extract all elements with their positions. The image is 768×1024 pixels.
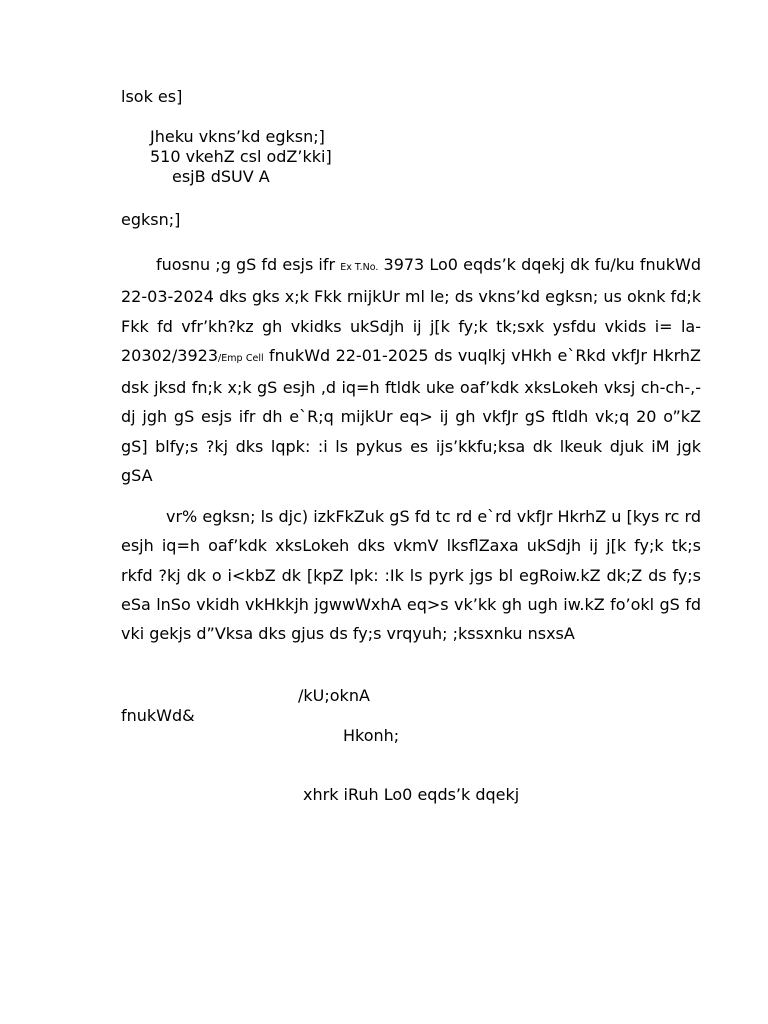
- body-paragraph-2: vr% egksn; ls djc) izkFkZuk gS fd tc rd e`rd vkfJr HkrhZ u [kys rc rd esjh iq=h oaf’kdk xksLokeh dks vkmV lksflZaxa ukSdjh ij j[k fy;k tk;s rkfd ?kj dk o i<kbZ dk [kpZ lpk: :Ik ls pyrk jgs bl egRoiw.kZ dk;Z ds fy;s eSa lnSo vkidh vkHkkjh jgwwWxhA eq>s vk’kk gh ugh iw.kZ fo’okl gS fd vki gekjs d”Vksa dks gjus ds fy;s vrqyuh; ;kssxnku nsxsA: [121, 507, 701, 644]
- greeting: egksn;]: [121, 210, 181, 229]
- paragraph-1-text-a: fuosnu ;g gS fd esjs ifr: [156, 255, 341, 274]
- recipient-line-1: Jheku vkns’kd egksn;]: [150, 127, 325, 146]
- paragraph-1-text-c: fnukWd 22-01-2025 ds vuqlkj vHkh e`Rkd vkfJr HkrhZ dsk jksd fn;k x;k gS esjh ,d iq=h ftldk uke oaf’kdk xksLokeh vksj ch-ch-,- dj jgh gS esjs ifr dh e`R;q mijkUr eq> ij gh vkfJr gS ftldh vk;q 20 o”kZ gS] blfy;s ?kj dks lqpk: :i ls pykus es ijs’kkfu;ksa dk lkeuk djuk iM jgk gSA: [121, 345, 702, 486]
- paragraph-1-text-b: 3973 Lo0 eqds’k dqekj dk fu/ku fnukWd 22-03-2024 dks gks x;k Fkk rnijkUr ml le; ds vkns’kd egksn; us oknk fd;k Fkk fd vfr’kh?kz gh vkidks ukSdjh ij j[k fy;k tk;sxk ysfdu vkids i= la- 20302/3923: [121, 255, 701, 365]
- date-label: fnukWd&: [121, 706, 195, 725]
- recipient-line-2: 510 vkehZ csl odZ’kki]: [150, 147, 332, 166]
- signature-title: Hkonh;: [343, 726, 400, 745]
- salutation-to: lsok es]: [121, 87, 183, 106]
- ex-tno-label: Ex T.No.: [340, 262, 379, 273]
- recipient-line-3: esjB dSUV A: [172, 167, 270, 186]
- closing-thanks: /kU;oknA: [298, 686, 370, 705]
- body-paragraph-1: [121, 250, 701, 490]
- emp-cell-label: /Emp Cell: [218, 352, 264, 364]
- signature-name: xhrk iRuh Lo0 eqds’k dqekj: [303, 785, 520, 804]
